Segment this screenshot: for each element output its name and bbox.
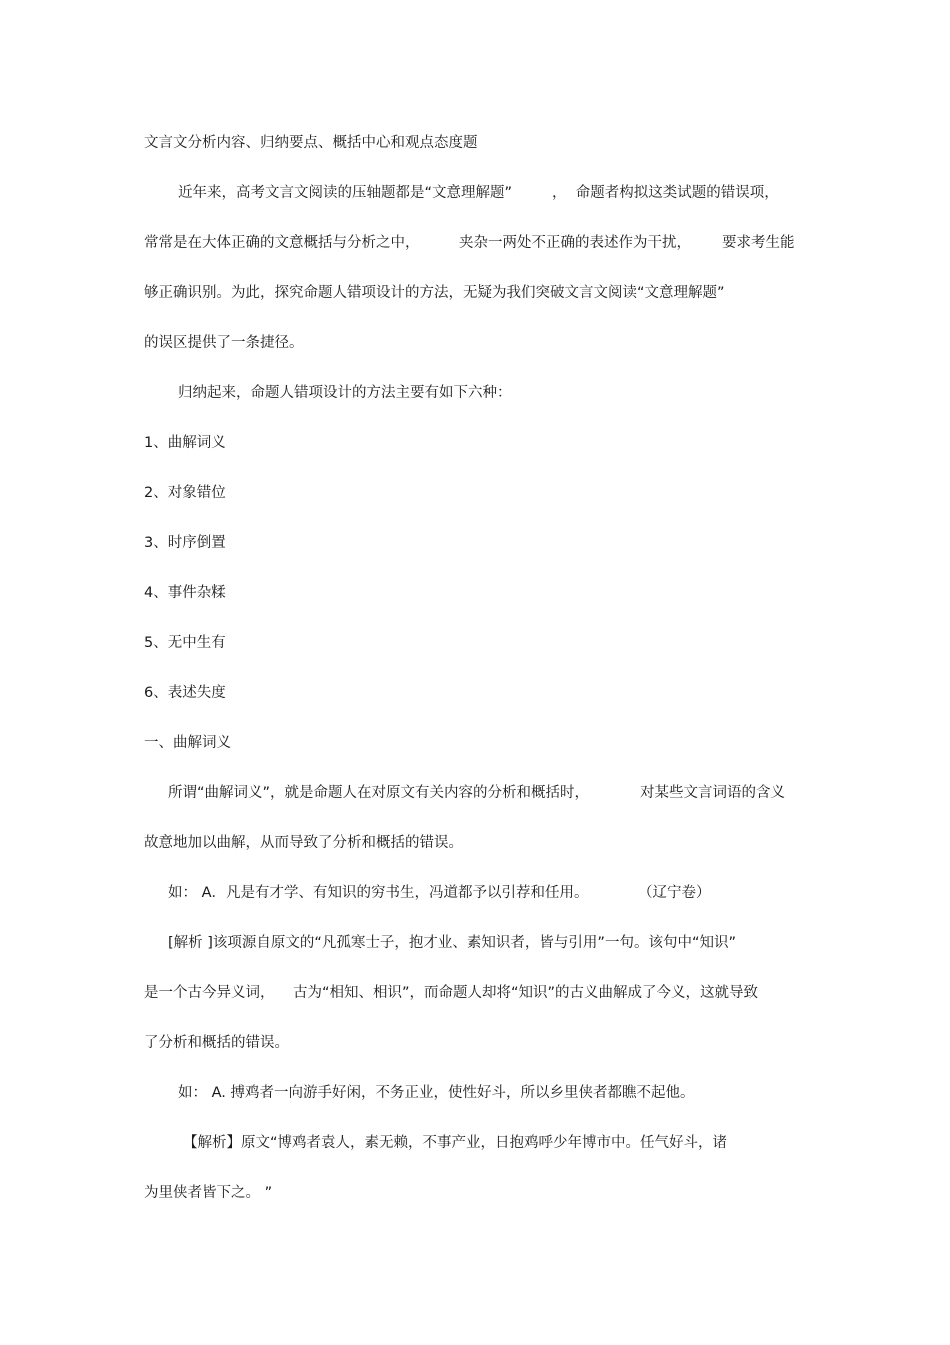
list-item: 6、表述失度 <box>144 685 226 701</box>
paragraph-line: 所谓“曲解词义”，就是命题人在对原文有关内容的分析和概括时， <box>168 785 590 801</box>
analysis-line: 为里侠者皆下之。 ” <box>144 1185 273 1201</box>
paragraph-line: 对某些文言词语的含义 <box>640 785 785 801</box>
example-line: 如： A. 搏鸡者一向游手好闲，不务正业，使性好斗，所以乡里侠者都瞧不起他。 <box>178 1085 695 1101</box>
paragraph-line: 常常是在大体正确的文意概括与分析之中， <box>144 235 420 251</box>
analysis-line: 了分析和概括的错误。 <box>144 1035 289 1051</box>
analysis-line: 【解析】原文“博鸡者袁人，素无赖，不事产业，日抱鸡呼少年博市中。任气好斗，诸 <box>183 1135 728 1151</box>
analysis-line: 古为“相知、相识”，而命题人却将“知识”的古义曲解成了今义，这就导致 <box>293 985 759 1001</box>
paragraph-line: 要求考生能 <box>722 235 795 251</box>
paragraph-line: ， 命题者构拟这类试题的错误项， <box>552 185 779 201</box>
list-item: 4、事件杂糅 <box>144 585 226 601</box>
list-item: 1、曲解词义 <box>144 435 226 451</box>
paragraph-line: 的误区提供了一条捷径。 <box>144 335 304 351</box>
paragraph-line: 夹杂一两处不正确的表述作为干扰， <box>459 235 691 251</box>
paragraph-line: 故意地加以曲解，从而导致了分析和概括的错误。 <box>144 835 463 851</box>
paragraph-line: 够正确识别。为此，探究命题人错项设计的方法，无疑为我们突破文言文阅读“文意理解题” <box>144 285 725 301</box>
example-line: 如： A．凡是有才学、有知识的穷书生，冯道都予以引荐和任用。 <box>168 885 589 901</box>
analysis-line: 是一个古今异义词， <box>144 985 275 1001</box>
list-item: 5、无中生有 <box>144 635 226 651</box>
section-heading: 一、曲解词义 <box>144 735 231 751</box>
list-item: 3、时序倒置 <box>144 535 226 551</box>
list-item: 2、对象错位 <box>144 485 226 501</box>
analysis-line: [解析 ]该项源自原文的“凡孤寒士子，抱才业、素知识者，皆与引用”一句。该句中“知识” <box>168 935 736 951</box>
example-source: （辽宁卷） <box>638 885 711 901</box>
document-title: 文言文分析内容、归纳要点、概括中心和观点态度题 <box>144 135 478 151</box>
paragraph-line: 近年来，高考文言文阅读的压轴题都是“文意理解题” <box>178 185 513 201</box>
paragraph-line: 归纳起来，命题人错项设计的方法主要有如下六种： <box>178 385 512 401</box>
